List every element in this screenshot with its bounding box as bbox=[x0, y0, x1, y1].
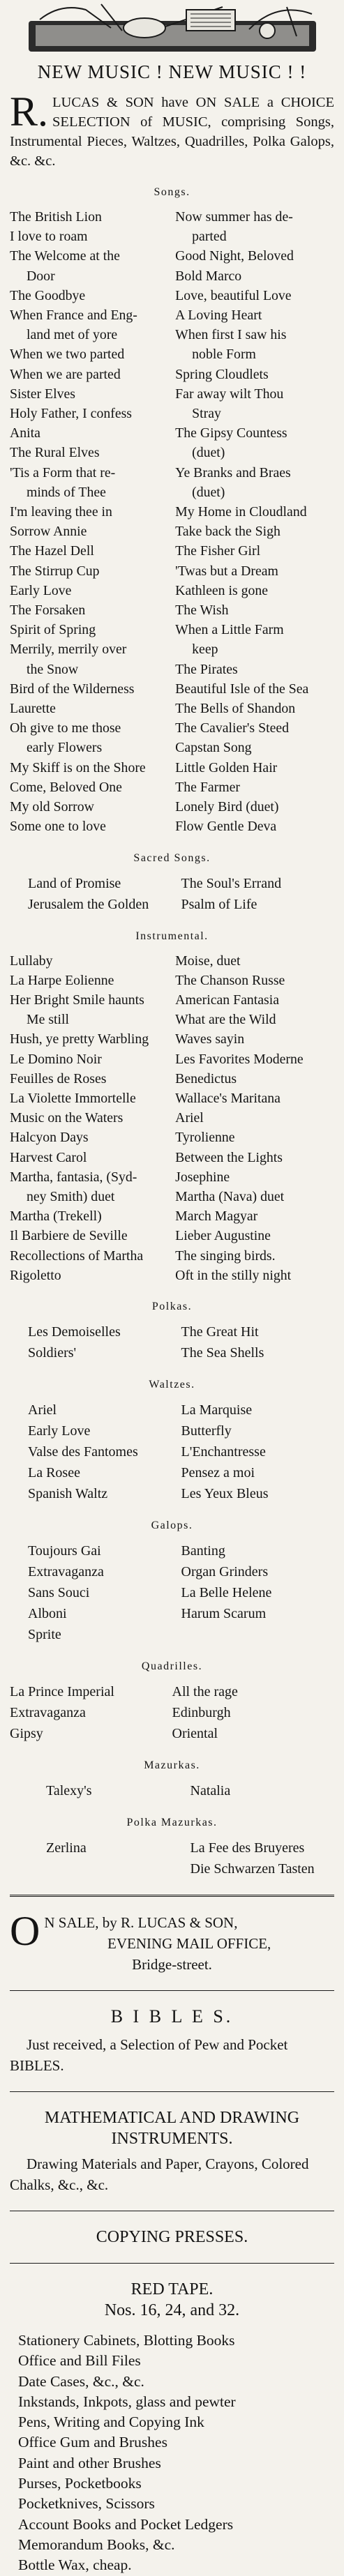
instrumental-title: Il Barbiere de Seville bbox=[10, 1228, 128, 1244]
song-title: My Home in Cloudland bbox=[175, 504, 307, 520]
song-title: I'm leaving thee in bbox=[10, 504, 112, 520]
piece-row bbox=[10, 1420, 334, 1441]
song-title: 'Tis a Form that re- bbox=[10, 464, 116, 480]
sale-line-1: N SALE, by R. LUCAS & SON, bbox=[44, 1914, 238, 1931]
piece-row bbox=[10, 894, 334, 915]
song-title: Take back the Sigh bbox=[175, 524, 281, 540]
instrumental-title: What are the Wild bbox=[175, 1012, 276, 1028]
song-title: My Skiff is on the Shore bbox=[10, 759, 146, 775]
piece-row bbox=[10, 1342, 334, 1363]
stationery-item: Pocketknives, Scissors bbox=[18, 2495, 155, 2513]
song-title: Anita bbox=[10, 425, 40, 441]
stationery-item: Date Cases, &c., &c. bbox=[18, 2372, 144, 2390]
song-title: The Forsaken bbox=[10, 603, 86, 619]
piece-title: Valse des Fantomes bbox=[28, 1444, 138, 1460]
instrumental-title: Wallace's Maritana bbox=[175, 1090, 281, 1106]
galops-heading: Galops. bbox=[151, 1519, 193, 1531]
song-title: The Stirrup Cup bbox=[10, 563, 100, 579]
songs-heading: Songs. bbox=[154, 186, 190, 198]
piece-title: Oriental bbox=[172, 1725, 218, 1741]
instrumental-title: Tyrolienne bbox=[175, 1130, 235, 1146]
song-title: Bold Marco bbox=[175, 268, 242, 284]
piece-title: Early Love bbox=[28, 1423, 91, 1439]
instrumental-title: Lieber Augustine bbox=[175, 1228, 271, 1244]
piece-row bbox=[10, 1780, 334, 1801]
piece-title: Sprite bbox=[28, 1626, 61, 1642]
sale-notice bbox=[10, 1907, 334, 1975]
piece-title: Les Demoiselles bbox=[28, 1324, 121, 1340]
song-title: The Bells of Shandon bbox=[175, 701, 296, 717]
piece-title: Die Schwarzen Tasten bbox=[190, 1861, 315, 1877]
piece-title: The Great Hit bbox=[181, 1324, 259, 1340]
piece-title: Land of Promise bbox=[28, 875, 121, 891]
song-title: Good Night, Beloved bbox=[175, 248, 294, 264]
piece-title: Edinburgh bbox=[172, 1704, 231, 1720]
piece-title: Talexy's bbox=[46, 1782, 92, 1798]
stationery-item: Pens, Writing and Copying Ink bbox=[18, 2414, 204, 2431]
instrumental-title: American Fantasia bbox=[175, 992, 280, 1008]
song-title: Stray bbox=[192, 406, 221, 422]
stationery-item: Memorandum Books, &c. bbox=[18, 2536, 175, 2553]
stationery-item: Office Gum and Brushes bbox=[18, 2434, 167, 2451]
song-title: When we are parted bbox=[10, 366, 121, 382]
piece-title: Extravaganza bbox=[28, 1563, 104, 1579]
song-title: The Wish bbox=[175, 603, 229, 619]
quadrilles-heading: Quadrilles. bbox=[141, 1660, 203, 1672]
piece-title: Jerusalem the Golden bbox=[28, 896, 149, 912]
song-title: parted bbox=[192, 229, 227, 245]
instrumental-left-column bbox=[10, 951, 169, 1285]
instrumental-title: March Magyar bbox=[175, 1209, 258, 1225]
instrumental-title: Me still bbox=[27, 1012, 69, 1028]
instrumental-title: Martha (Nava) duet bbox=[175, 1188, 285, 1204]
bibles-text: Just received, a Selection of Pew and Pocket BIBLES. bbox=[10, 2036, 288, 2074]
sacred-list bbox=[10, 873, 334, 915]
instrumental-title: Ariel bbox=[175, 1110, 204, 1126]
song-title: Love, beautiful Love bbox=[175, 287, 292, 303]
piece-row bbox=[10, 1858, 334, 1879]
song-title: My old Sorrow bbox=[10, 799, 94, 815]
instrumental-title: Feuilles de Roses bbox=[10, 1070, 107, 1086]
instrumental-title: Le Domino Noir bbox=[10, 1051, 102, 1067]
instruments-title: MATHEMATICAL AND DRAWING INSTRUMENTS. bbox=[44, 2108, 300, 2148]
song-title: Door bbox=[27, 268, 55, 284]
song-title: the Snow bbox=[27, 661, 79, 677]
piece-row bbox=[10, 1561, 334, 1582]
song-title: When France and Eng- bbox=[10, 308, 137, 324]
piece-row bbox=[10, 1838, 334, 1858]
piece-title: Soldiers' bbox=[28, 1344, 77, 1361]
song-title: (duet) bbox=[192, 445, 225, 461]
song-title: When first I saw his bbox=[175, 327, 287, 343]
song-title: Holy Father, I confess bbox=[10, 406, 132, 422]
intro-dropcap: R. bbox=[10, 89, 49, 135]
piece-row bbox=[10, 1441, 334, 1462]
song-title: The British Lion bbox=[10, 209, 102, 225]
sale-dropcap: O bbox=[10, 1907, 40, 1954]
piece-title: Les Yeux Bleus bbox=[181, 1485, 269, 1501]
piece-title: All the rage bbox=[172, 1683, 238, 1699]
music-instruments-engraving bbox=[19, 0, 326, 56]
song-title: Oh give to me those bbox=[10, 720, 121, 736]
instrumental-title: Harvest Carol bbox=[10, 1149, 87, 1165]
songs-right-column bbox=[175, 207, 334, 837]
song-title: land met of yore bbox=[27, 327, 118, 343]
instrumental-title: Waves sayin bbox=[175, 1031, 245, 1047]
piece-title: Banting bbox=[181, 1543, 225, 1559]
instrumental-title: Lullaby bbox=[10, 953, 53, 969]
instrumental-title: Rigoletto bbox=[10, 1267, 61, 1283]
instrumental-title: Her Bright Smile haunts bbox=[10, 992, 144, 1008]
stationery-list bbox=[10, 2331, 334, 2576]
section-divider bbox=[10, 1895, 334, 1897]
piece-title: Extravaganza bbox=[10, 1704, 86, 1720]
instrumental-title: Benedictus bbox=[175, 1070, 237, 1086]
galops-list bbox=[10, 1540, 334, 1645]
stationery-item: Bottle Wax, cheap. bbox=[18, 2556, 132, 2574]
song-title: The Fisher Girl bbox=[175, 543, 261, 559]
section-divider bbox=[10, 2091, 334, 2092]
instrumental-right-column bbox=[175, 951, 334, 1285]
mazurkas-list bbox=[10, 1780, 334, 1801]
piece-title: The Sea Shells bbox=[181, 1344, 264, 1361]
stationery-item: Inkstands, Inkpots, glass and pewter bbox=[18, 2393, 236, 2410]
instruments-text: Drawing Materials and Paper, Crayons, Colored Chalks, &c., &c. bbox=[10, 2155, 309, 2193]
instrumental-heading: Instrumental. bbox=[135, 930, 209, 942]
piece-title: Butterfly bbox=[181, 1423, 232, 1439]
piece-title: La Rosee bbox=[28, 1464, 80, 1480]
instrumental-title: Les Favorites Moderne bbox=[175, 1051, 304, 1067]
song-title: Far away wilt Thou bbox=[175, 386, 284, 402]
piece-title: Pensez a moi bbox=[181, 1464, 255, 1480]
instrumental-title: Martha, fantasia, (Syd- bbox=[10, 1169, 137, 1185]
stationery-item: Purses, Pocketbooks bbox=[18, 2475, 142, 2492]
piece-title: Psalm of Life bbox=[181, 896, 257, 912]
piece-title: Harum Scarum bbox=[181, 1605, 267, 1621]
piece-title: La Belle Helene bbox=[181, 1584, 272, 1600]
song-title: keep bbox=[192, 642, 218, 658]
song-title: The Gipsy Countess bbox=[175, 425, 287, 441]
intro-text: LUCAS & SON have ON SALE a CHOICE SELECTION of MUSIC, comprising Songs, Instrumental Pieces, Waltzes, Quadrilles, Polka Galops, &c. &c. bbox=[10, 95, 334, 169]
song-title: The Goodbye bbox=[10, 287, 86, 303]
song-title: I love to roam bbox=[10, 229, 88, 245]
song-title: Bird of the Wilderness bbox=[10, 681, 135, 697]
piece-title: Alboni bbox=[28, 1605, 67, 1621]
sale-line-2: EVENING MAIL OFFICE, bbox=[107, 1934, 271, 1952]
red-tape-numbers: Nos. 16, 24, and 32. bbox=[104, 2301, 240, 2319]
piece-row bbox=[10, 1723, 334, 1744]
instrumental-list bbox=[10, 951, 334, 1285]
instrumental-title: Moise, duet bbox=[175, 953, 241, 969]
piece-title: Toujours Gai bbox=[28, 1543, 101, 1559]
song-title: The Farmer bbox=[175, 779, 240, 795]
headline: NEW MUSIC ! NEW MUSIC ! ! bbox=[37, 61, 307, 82]
instrumental-title: La Harpe Eolienne bbox=[10, 972, 114, 988]
instrumental-title: Josephine bbox=[175, 1169, 230, 1185]
piece-title: L'Enchantresse bbox=[181, 1444, 266, 1460]
song-title: Come, Beloved One bbox=[10, 779, 122, 795]
song-title: The Cavalier's Steed bbox=[175, 720, 290, 736]
instrumental-title: Halcyon Days bbox=[10, 1130, 89, 1146]
sale-line-3: Bridge-street. bbox=[132, 1955, 212, 1973]
waltzes-list bbox=[10, 1400, 334, 1504]
instrumental-title: Between the Lights bbox=[175, 1149, 283, 1165]
instrumental-title: Hush, ye pretty Warbling bbox=[10, 1031, 149, 1047]
piece-row bbox=[10, 1624, 334, 1645]
sacred-heading: Sacred Songs. bbox=[133, 851, 211, 864]
intro-paragraph bbox=[10, 89, 334, 171]
instrumental-title: The singing birds. bbox=[175, 1248, 276, 1264]
mazurkas-heading: Mazurkas. bbox=[144, 1759, 200, 1771]
stationery-item: Office and Bill Files bbox=[18, 2352, 141, 2370]
stationery-item: Stationery Cabinets, Blotting Books bbox=[18, 2331, 235, 2349]
piece-title: Ariel bbox=[28, 1402, 57, 1418]
song-title: Spirit of Spring bbox=[10, 622, 96, 638]
section-divider bbox=[10, 1990, 334, 1991]
songs-list bbox=[10, 207, 334, 837]
stationery-item: Paint and other Brushes bbox=[18, 2454, 161, 2471]
song-title: The Rural Elves bbox=[10, 445, 100, 461]
instrumental-title: Music on the Waters bbox=[10, 1110, 124, 1126]
piece-title bbox=[181, 1624, 335, 1645]
piece-title: Spanish Waltz bbox=[28, 1485, 108, 1501]
song-title: noble Form bbox=[192, 347, 256, 363]
polkas-heading: Polkas. bbox=[151, 1300, 193, 1312]
piece-row bbox=[10, 873, 334, 894]
song-title: Flow Gentle Deva bbox=[175, 819, 277, 835]
song-title: Beautiful Isle of the Sea bbox=[175, 681, 309, 697]
piece-title: Gipsy bbox=[10, 1725, 43, 1741]
piece-title: Zerlina bbox=[46, 1840, 87, 1856]
piece-row bbox=[10, 1540, 334, 1561]
piece-row bbox=[10, 1702, 334, 1723]
song-title: Laurette bbox=[10, 701, 56, 717]
song-title: Capstan Song bbox=[175, 740, 252, 756]
song-title: When we two parted bbox=[10, 347, 125, 363]
waltzes-heading: Waltzes. bbox=[149, 1378, 195, 1391]
song-title: Kathleen is gone bbox=[175, 582, 269, 598]
song-title: A Loving Heart bbox=[175, 308, 262, 324]
section-divider bbox=[10, 2263, 334, 2264]
piece-row bbox=[10, 1681, 334, 1702]
song-title: Merrily, merrily over bbox=[10, 642, 127, 658]
song-title: Ye Branks and Braes bbox=[175, 464, 291, 480]
piece-row bbox=[10, 1603, 334, 1624]
instrumental-title: Oft in the stilly night bbox=[175, 1267, 292, 1283]
stationery-item: Account Books and Pocket Ledgers bbox=[18, 2515, 234, 2533]
polkas-list bbox=[10, 1321, 334, 1363]
song-title: When a Little Farm bbox=[175, 622, 284, 638]
quadrilles-list bbox=[10, 1681, 334, 1744]
song-title: Now summer has de- bbox=[175, 209, 293, 225]
song-title: early Flowers bbox=[27, 740, 103, 756]
piece-title: Organ Grinders bbox=[181, 1563, 269, 1579]
song-title: Sister Elves bbox=[10, 386, 75, 402]
song-title: The Welcome at the bbox=[10, 248, 120, 264]
red-tape-title: RED TAPE. bbox=[130, 2280, 214, 2298]
piece-row bbox=[10, 1400, 334, 1420]
song-title: The Pirates bbox=[175, 661, 238, 677]
piece-row bbox=[10, 1321, 334, 1342]
piece-title: Natalia bbox=[190, 1782, 231, 1798]
piece-title bbox=[46, 1858, 190, 1879]
instrumental-title: La Violette Immortelle bbox=[10, 1090, 136, 1106]
bibles-title: B I B L E S. bbox=[110, 2006, 234, 2026]
song-title: Spring Cloudlets bbox=[175, 366, 269, 382]
instrumental-title: Recollections of Martha bbox=[10, 1248, 144, 1264]
instrumental-title: The Chanson Russe bbox=[175, 972, 285, 988]
song-title: Some one to love bbox=[10, 819, 106, 835]
piece-title: The Soul's Errand bbox=[181, 875, 282, 891]
song-title: Sorrow Annie bbox=[10, 524, 87, 540]
song-title: Little Golden Hair bbox=[175, 759, 278, 775]
song-title: Early Love bbox=[10, 582, 72, 598]
piece-title: La Marquise bbox=[181, 1402, 253, 1418]
polka-mazurkas-heading: Polka Mazurkas. bbox=[126, 1816, 218, 1828]
songs-left-column bbox=[10, 207, 169, 837]
instrumental-title: ney Smith) duet bbox=[27, 1188, 115, 1204]
piece-title: La Prince Imperial bbox=[10, 1683, 114, 1699]
copying-presses-title: COPYING PRESSES. bbox=[96, 2227, 248, 2246]
song-title: minds of Thee bbox=[27, 484, 106, 500]
piece-row bbox=[10, 1582, 334, 1603]
piece-row bbox=[10, 1462, 334, 1483]
piece-row bbox=[10, 1483, 334, 1504]
piece-title: La Fee des Bruyeres bbox=[190, 1840, 305, 1856]
polka-mazurkas-list bbox=[10, 1838, 334, 1879]
song-title: 'Twas but a Dream bbox=[175, 563, 278, 579]
piece-title: Sans Souci bbox=[28, 1584, 90, 1600]
song-title: Lonely Bird (duet) bbox=[175, 799, 279, 815]
song-title: The Hazel Dell bbox=[10, 543, 94, 559]
instrumental-title: Martha (Trekell) bbox=[10, 1209, 102, 1225]
song-title: (duet) bbox=[192, 484, 225, 500]
